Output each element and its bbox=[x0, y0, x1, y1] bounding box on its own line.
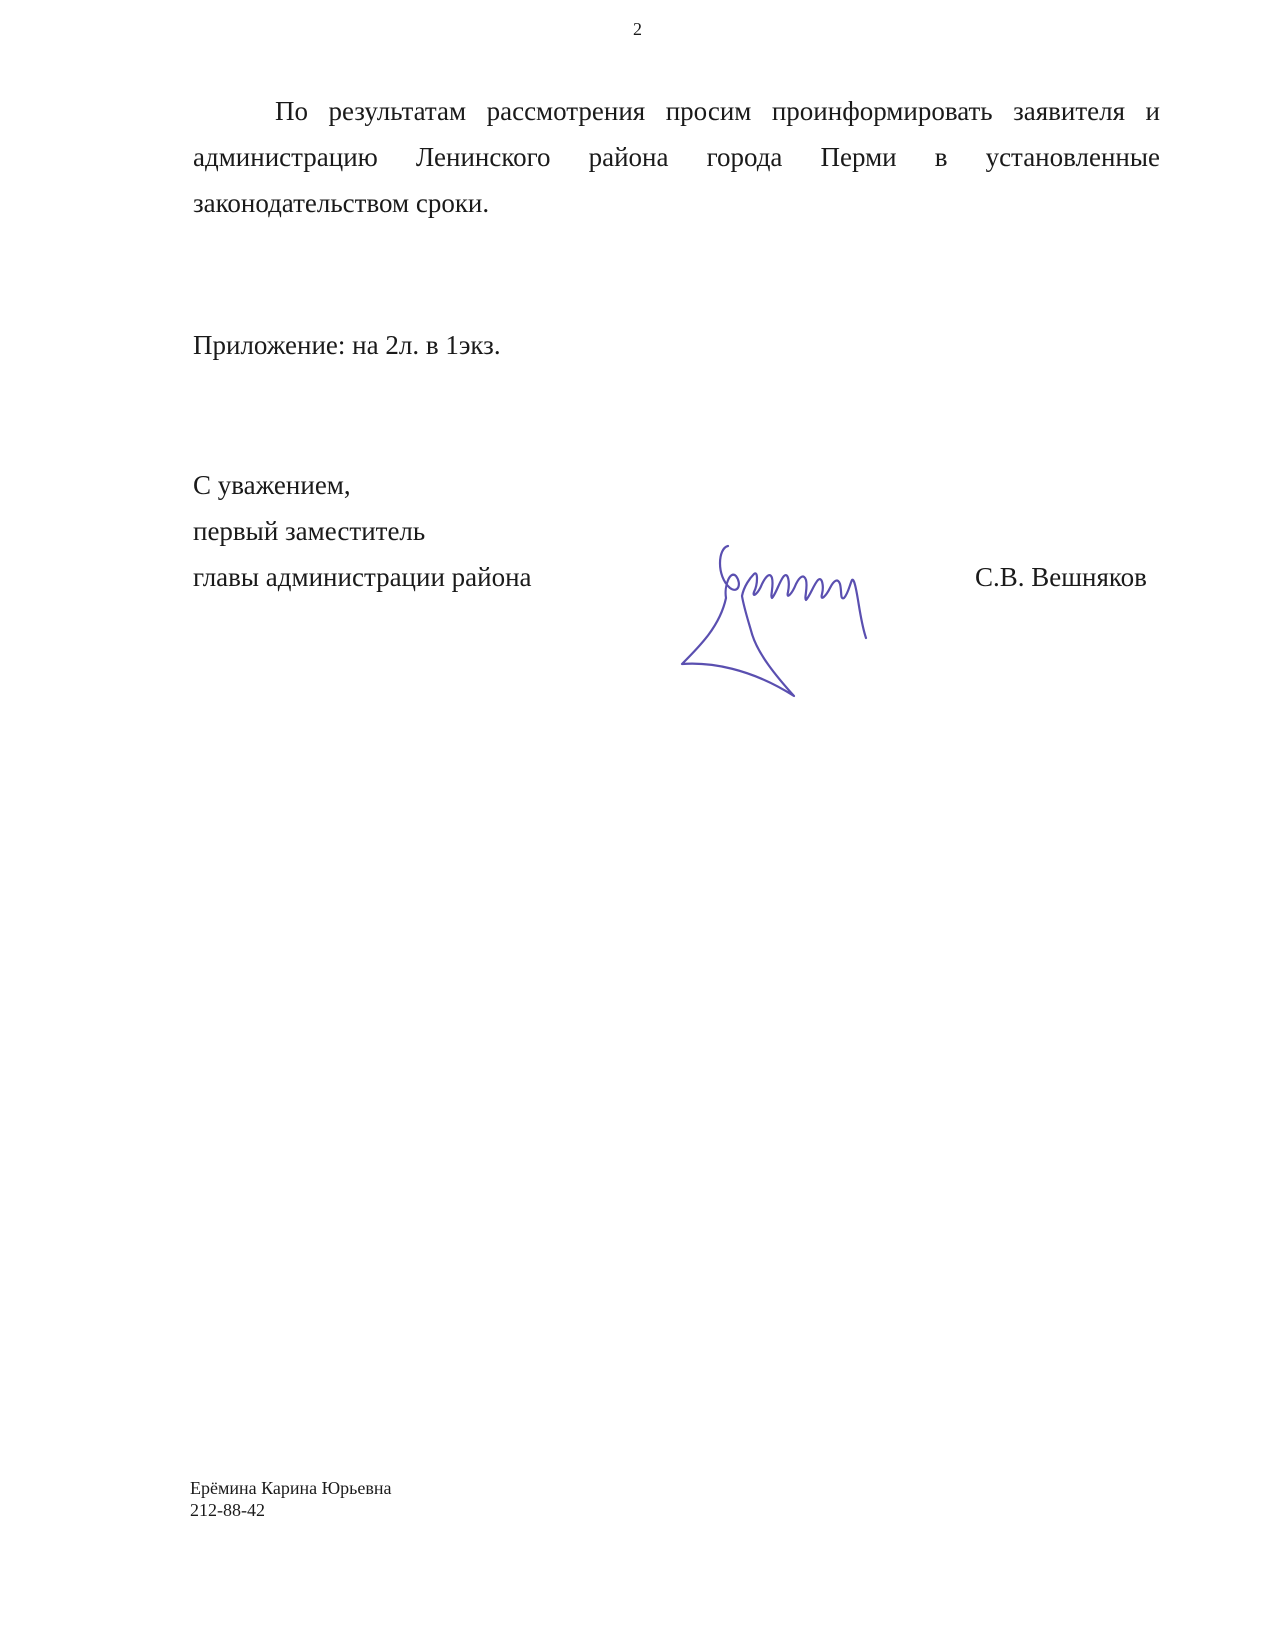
handwritten-signature bbox=[680, 536, 890, 706]
body-paragraph: По результатам рассмотрения просим проинформировать заявителя и администрацию Ленинского района города Перми в установленные законодательством сроки. bbox=[193, 96, 1160, 218]
page-number: 2 bbox=[633, 19, 642, 39]
signature-stroke bbox=[682, 546, 866, 696]
position-line-1: первый заместитель bbox=[193, 516, 426, 546]
salutation: С уважением, bbox=[193, 470, 351, 500]
attachment-note: Приложение: на 2л. в 1экз. bbox=[193, 330, 501, 360]
contact-name: Ерёмина Карина Юрьевна bbox=[190, 1478, 392, 1498]
position-line-2: главы администрации района bbox=[193, 562, 532, 592]
signer-name: С.В. Вешняков bbox=[975, 562, 1147, 592]
closing-block bbox=[193, 462, 532, 600]
contact-phone: 212-88-42 bbox=[190, 1500, 265, 1520]
contact-block bbox=[190, 1477, 391, 1521]
